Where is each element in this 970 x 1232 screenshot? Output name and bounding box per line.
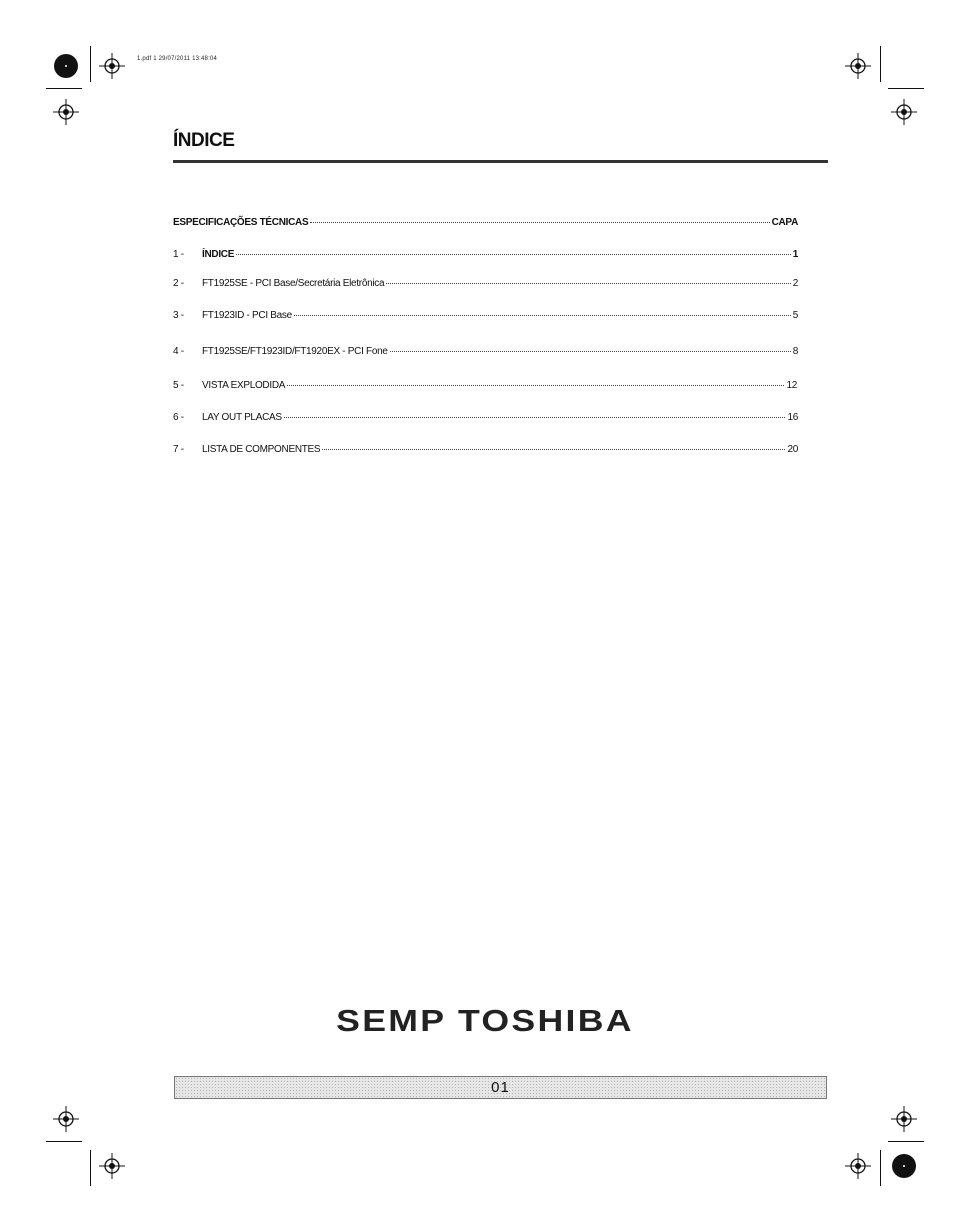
toc-number: 3 - xyxy=(173,310,184,321)
toc-page: 20 xyxy=(787,444,798,455)
toc-entry[interactable] xyxy=(173,346,798,357)
toc-number: 1 - xyxy=(173,249,184,260)
toc-entry[interactable] xyxy=(173,278,798,289)
title-divider xyxy=(173,160,828,163)
brand-logo: SEMP TOSHIBA xyxy=(336,1003,634,1038)
page-number-bar xyxy=(174,1076,827,1099)
registration-mark-icon xyxy=(845,1153,871,1179)
toc-page: 2 xyxy=(792,278,798,289)
toc-page: 1 xyxy=(792,249,798,260)
toc-entry[interactable] xyxy=(173,380,797,391)
toc-entry[interactable] xyxy=(173,412,798,423)
toc-number: 7 - xyxy=(173,444,184,455)
toc-label: VISTA EXPLODIDA xyxy=(202,380,286,391)
toc-label: FT1923ID - PCI Base xyxy=(202,310,292,321)
print-info: 1.pdf 1 29/07/2011 13:48:04 xyxy=(137,56,218,62)
toc-leader xyxy=(322,449,785,450)
toc-number: 2 - xyxy=(173,278,184,289)
toc-label: ÍNDICE xyxy=(202,249,235,260)
corner-dot-icon xyxy=(892,1154,916,1178)
toc-number: 6 - xyxy=(173,412,184,423)
toc-label: LAY OUT PLACAS xyxy=(202,412,282,423)
toc-number: 4 - xyxy=(173,346,184,357)
registration-mark-icon xyxy=(891,99,917,125)
registration-mark-icon xyxy=(99,53,125,79)
trim-line xyxy=(90,1150,91,1186)
toc-leader xyxy=(236,254,791,255)
toc-page: 5 xyxy=(792,310,798,321)
toc-entry[interactable] xyxy=(173,310,798,321)
page-title: ÍNDICE xyxy=(173,130,235,151)
toc-label: ESPECIFICAÇÕES TÉCNICAS xyxy=(173,217,309,228)
trim-line xyxy=(46,1141,82,1142)
toc-leader xyxy=(386,283,791,284)
toc-page: CAPA xyxy=(771,217,798,228)
toc-leader xyxy=(294,315,791,316)
trim-line xyxy=(880,1150,881,1186)
toc-page: 8 xyxy=(792,346,798,357)
toc-label: FT1925SE/FT1923ID/FT1920EX - PCI Fone xyxy=(202,346,388,357)
registration-mark-icon xyxy=(99,1153,125,1179)
registration-mark-icon xyxy=(53,1106,79,1132)
toc-page: 16 xyxy=(787,412,798,423)
toc-leader xyxy=(390,351,791,352)
trim-line xyxy=(888,1141,924,1142)
trim-line xyxy=(888,88,924,89)
toc-leader xyxy=(287,385,784,386)
trim-line xyxy=(90,46,91,82)
toc-entry[interactable] xyxy=(173,217,798,228)
trim-line xyxy=(880,46,881,82)
toc-number: 5 - xyxy=(173,380,184,391)
toc-leader xyxy=(284,417,786,418)
registration-mark-icon xyxy=(891,1106,917,1132)
toc-entry[interactable] xyxy=(173,249,798,260)
toc-entry[interactable] xyxy=(173,444,798,455)
toc-label: LISTA DE COMPONENTES xyxy=(202,444,321,455)
toc-leader xyxy=(310,222,769,223)
trim-line xyxy=(46,88,82,89)
toc-label: FT1925SE - PCI Base/Secretária Eletrônica xyxy=(202,278,385,289)
toc-page: 12 xyxy=(786,380,797,391)
registration-mark-icon xyxy=(53,99,79,125)
registration-mark-icon xyxy=(845,53,871,79)
corner-dot-icon xyxy=(54,54,78,78)
page-number: 01 xyxy=(491,1079,510,1096)
